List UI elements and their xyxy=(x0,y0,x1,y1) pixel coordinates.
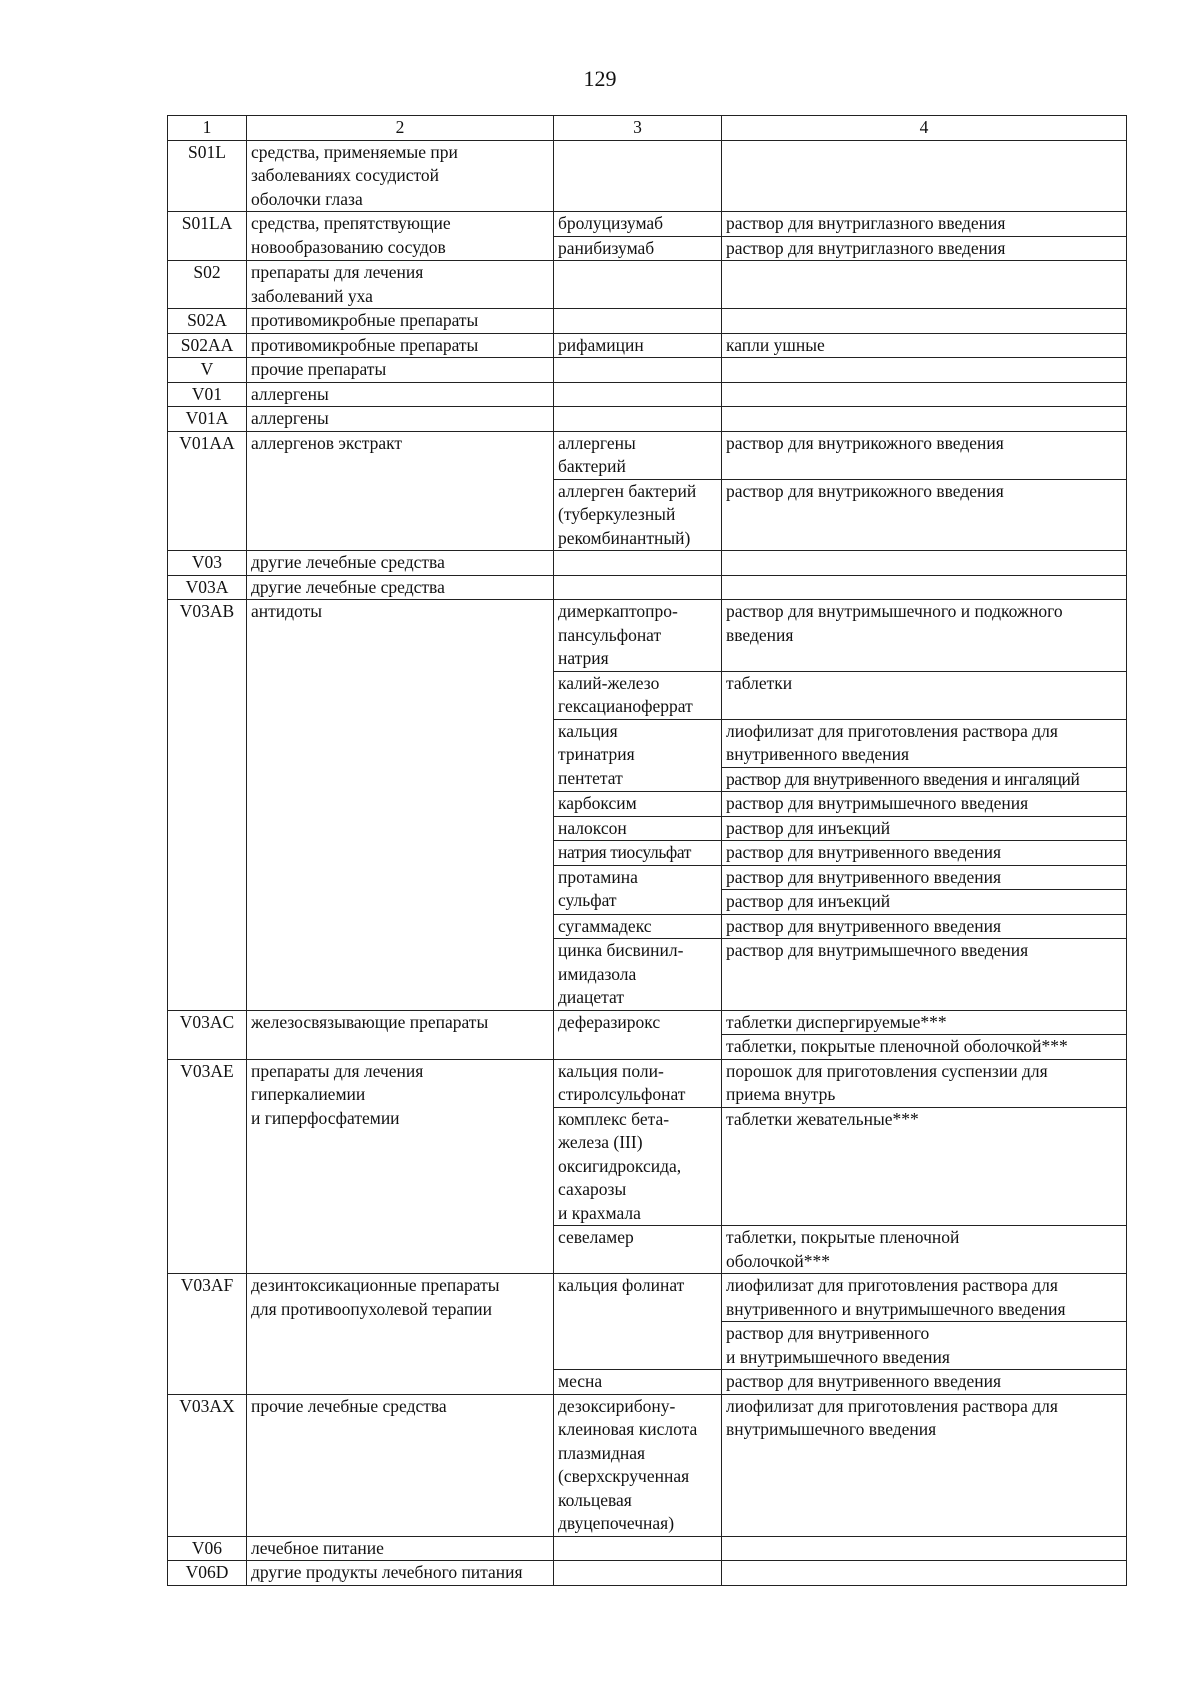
anatomic-group-cell: средства, применяемые при заболеваниях сосудистой оболочки глаза xyxy=(247,140,554,212)
table-row xyxy=(168,309,1127,334)
dosage-form-cell: таблетки, покрытые пленочной оболочкой*** xyxy=(722,1226,1127,1274)
drug-classification-table xyxy=(167,115,1127,1586)
dosage-form-cell xyxy=(722,309,1127,334)
table-row xyxy=(168,1010,1127,1035)
dosage-form-cell: раствор для внутривенного введения и ингаляций xyxy=(722,767,1127,792)
atc-code-cell: S01L xyxy=(168,140,247,212)
header-cell-3: 3 xyxy=(554,116,722,141)
dosage-form-cell: капли ушные xyxy=(722,333,1127,358)
atc-code-cell: S02AA xyxy=(168,333,247,358)
drug-name-cell: аллерген бактерий (туберкулезный рекомбинантный) xyxy=(554,479,722,551)
dosage-form-cell: лиофилизат для приготовления раствора для внутривенного и внутримышечного введения xyxy=(722,1274,1127,1322)
table-row xyxy=(168,1536,1127,1561)
dosage-form-cell: лиофилизат для приготовления раствора для внутривенного введения xyxy=(722,719,1127,767)
header-cell-4: 4 xyxy=(722,116,1127,141)
atc-code-cell: V03AE xyxy=(168,1059,247,1274)
dosage-form-cell: раствор для инъекций xyxy=(722,890,1127,915)
dosage-form-cell: раствор для внутримышечного и подкожного введения xyxy=(722,600,1127,672)
anatomic-group-cell: другие продукты лечебного питания xyxy=(247,1561,554,1586)
anatomic-group-cell: другие лечебные средства xyxy=(247,551,554,576)
dosage-form-cell: раствор для внутривенного и внутримышечного введения xyxy=(722,1322,1127,1370)
dosage-form-cell: раствор для внутриглазного введения xyxy=(722,212,1127,237)
table-row xyxy=(168,600,1127,672)
drug-name-cell: севеламер xyxy=(554,1226,722,1274)
drug-name-cell: дезоксирибону- клеиновая кислота плазмидная (сверхскрученная кольцевая двуцепочечная) xyxy=(554,1394,722,1536)
header-cell-1: 1 xyxy=(168,116,247,141)
drug-name-cell xyxy=(554,407,722,432)
atc-code-cell: V03AB xyxy=(168,600,247,1011)
drug-name-cell: аллергены бактерий xyxy=(554,431,722,479)
drug-name-cell: натрия тиосульфат xyxy=(554,841,722,866)
table-row xyxy=(168,1394,1127,1536)
atc-code-cell: V03AC xyxy=(168,1010,247,1059)
atc-code-cell: S02 xyxy=(168,261,247,309)
drug-name-cell xyxy=(554,309,722,334)
table-row xyxy=(168,140,1127,212)
table-row xyxy=(168,1059,1127,1107)
anatomic-group-cell: аллергены xyxy=(247,407,554,432)
atc-code-cell: V03 xyxy=(168,551,247,576)
anatomic-group-cell: железосвязывающие препараты xyxy=(247,1010,554,1059)
drug-name-cell xyxy=(554,261,722,309)
atc-code-cell: V03A xyxy=(168,575,247,600)
dosage-form-cell: таблетки диспергируемые*** xyxy=(722,1010,1127,1035)
dosage-form-cell: раствор для внутримышечного введения xyxy=(722,939,1127,1011)
drug-name-cell xyxy=(554,1561,722,1586)
drug-name-cell: сугаммадекс xyxy=(554,914,722,939)
dosage-form-cell: раствор для инъекций xyxy=(722,816,1127,841)
anatomic-group-cell: прочие препараты xyxy=(247,358,554,383)
dosage-form-cell xyxy=(722,261,1127,309)
anatomic-group-cell: лечебное питание xyxy=(247,1536,554,1561)
drug-name-cell xyxy=(554,358,722,383)
dosage-form-cell: таблетки жевательные*** xyxy=(722,1107,1127,1226)
drug-name-cell: калий-железо гексацианоферрат xyxy=(554,671,722,719)
dosage-form-cell: лиофилизат для приготовления раствора для внутримышечного введения xyxy=(722,1394,1127,1536)
drug-name-cell: комплекс бета- железа (III) оксигидроксида, сахарозы и крахмала xyxy=(554,1107,722,1226)
anatomic-group-cell: аллергены xyxy=(247,382,554,407)
drug-name-cell: рифамицин xyxy=(554,333,722,358)
drug-name-cell: налоксон xyxy=(554,816,722,841)
table-row xyxy=(168,261,1127,309)
drug-name-cell: кальция фолинат xyxy=(554,1274,722,1370)
atc-code-cell: V01 xyxy=(168,382,247,407)
drug-name-cell: деферазирокс xyxy=(554,1010,722,1059)
drug-name-cell xyxy=(554,140,722,212)
table-row xyxy=(168,333,1127,358)
table-row xyxy=(168,382,1127,407)
atc-code-cell: V06 xyxy=(168,1536,247,1561)
drug-name-cell xyxy=(554,382,722,407)
dosage-form-cell: раствор для внутриглазного введения xyxy=(722,236,1127,261)
table-row xyxy=(168,431,1127,479)
dosage-form-cell: раствор для внутрикожного введения xyxy=(722,431,1127,479)
page-number: 129 xyxy=(583,66,617,91)
drug-name-cell: кальция поли- стиролсульфонат xyxy=(554,1059,722,1107)
dosage-form-cell: раствор для внутривенного введения xyxy=(722,841,1127,866)
table-row xyxy=(168,575,1127,600)
dosage-form-cell xyxy=(722,382,1127,407)
atc-code-cell: S02A xyxy=(168,309,247,334)
dosage-form-cell: раствор для внутривенного введения xyxy=(722,865,1127,890)
table-row xyxy=(168,358,1127,383)
anatomic-group-cell: аллергенов экстракт xyxy=(247,431,554,551)
dosage-form-cell xyxy=(722,358,1127,383)
atc-code-cell: V03AX xyxy=(168,1394,247,1536)
dosage-form-cell xyxy=(722,1561,1127,1586)
atc-code-cell: V01A xyxy=(168,407,247,432)
drug-name-cell: димеркаптопро- пансульфонат натрия xyxy=(554,600,722,672)
atc-code-cell: V01AA xyxy=(168,431,247,551)
drug-name-cell: месна xyxy=(554,1370,722,1395)
drug-name-cell: цинка бисвинил- имидазола диацетат xyxy=(554,939,722,1011)
table-row xyxy=(168,551,1127,576)
anatomic-group-cell: дезинтоксикационные препараты для противоопухолевой терапии xyxy=(247,1274,554,1395)
dosage-form-cell: раствор для внутривенного введения xyxy=(722,1370,1127,1395)
dosage-form-cell xyxy=(722,140,1127,212)
dosage-form-cell: раствор для внутривенного введения xyxy=(722,914,1127,939)
atc-code-cell: V06D xyxy=(168,1561,247,1586)
table-body xyxy=(168,116,1127,1586)
header-row xyxy=(168,116,1127,141)
table-row xyxy=(168,1274,1127,1322)
drug-name-cell: карбоксим xyxy=(554,792,722,817)
anatomic-group-cell: препараты для лечения заболеваний уха xyxy=(247,261,554,309)
atc-code-cell: V xyxy=(168,358,247,383)
drug-name-cell: бролуцизумаб xyxy=(554,212,722,237)
anatomic-group-cell: противомикробные препараты xyxy=(247,333,554,358)
drug-name-cell: ранибизумаб xyxy=(554,236,722,261)
header-cell-2: 2 xyxy=(247,116,554,141)
dosage-form-cell: раствор для внутримышечного введения xyxy=(722,792,1127,817)
anatomic-group-cell: противомикробные препараты xyxy=(247,309,554,334)
dosage-form-cell xyxy=(722,407,1127,432)
table-row xyxy=(168,407,1127,432)
drug-name-cell: кальция тринатрия пентетат xyxy=(554,719,722,792)
dosage-form-cell: таблетки xyxy=(722,671,1127,719)
atc-code-cell: S01LA xyxy=(168,212,247,261)
drug-name-cell xyxy=(554,575,722,600)
anatomic-group-cell: средства, препятствующие новообразованию сосудов xyxy=(247,212,554,261)
drug-name-cell xyxy=(554,1536,722,1561)
anatomic-group-cell: антидоты xyxy=(247,600,554,1011)
drug-name-cell: протамина сульфат xyxy=(554,865,722,914)
table-row xyxy=(168,212,1127,237)
dosage-form-cell xyxy=(722,575,1127,600)
anatomic-group-cell: другие лечебные средства xyxy=(247,575,554,600)
table-row xyxy=(168,1561,1127,1586)
dosage-form-cell xyxy=(722,1536,1127,1561)
anatomic-group-cell: препараты для лечения гиперкалиемии и гиперфосфатемии xyxy=(247,1059,554,1274)
dosage-form-cell xyxy=(722,551,1127,576)
dosage-form-cell: таблетки, покрытые пленочной оболочкой*** xyxy=(722,1035,1127,1060)
drug-name-cell xyxy=(554,551,722,576)
dosage-form-cell: раствор для внутрикожного введения xyxy=(722,479,1127,551)
dosage-form-cell: порошок для приготовления суспензии для приема внутрь xyxy=(722,1059,1127,1107)
atc-code-cell: V03AF xyxy=(168,1274,247,1395)
anatomic-group-cell: прочие лечебные средства xyxy=(247,1394,554,1536)
